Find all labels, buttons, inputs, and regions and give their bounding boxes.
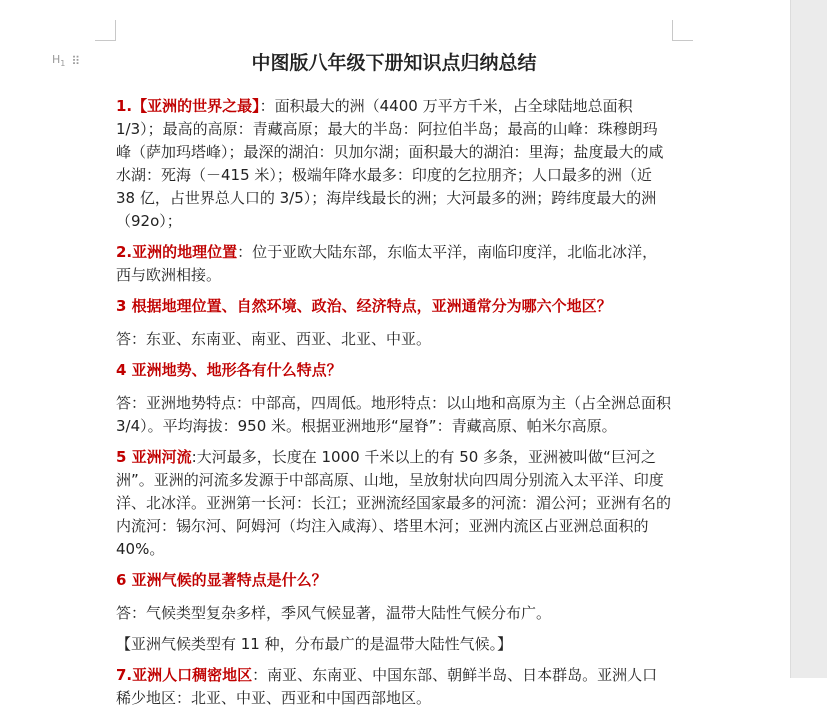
paragraph-7 [116, 664, 672, 710]
paragraph-5-text: :大河最多，长度在 1000 千米以上的有 50 多条，亚洲被叫做“巨河之洲”。亚洲的河流多发源于中部高原、山地，呈放射状向四周分别流入太平洋、印度洋、北冰洋。亚洲第一长河：长江；亚洲流经国家最多的河流：湄公河；亚洲有名的内流河：锡尔河、阿姆河（均注入咸海）、塔里木河；亚洲内流区占亚洲总面积的 40%。 [116, 448, 672, 558]
question-4: 4 亚洲地势、地形各有什么特点？ [116, 361, 342, 379]
paragraph-2-label: 2.亚洲的地理位置 [116, 243, 238, 261]
question-6: 6 亚洲气候的显著特点是什么？ [116, 571, 327, 589]
paragraph-2-text: ：位于亚欧大陆东部，东临太平洋，南临印度洋，北临北冰洋，西与欧洲相接。 [116, 243, 658, 284]
answer-6: 答：气候类型复杂多样，季风气候显著，温带大陆性气候分布广。 [116, 604, 552, 622]
drag-handle-icon[interactable]: ⠿ [71, 53, 80, 68]
page-margin-corner-left [95, 20, 116, 41]
paragraph-5 [116, 446, 672, 561]
paragraph-1-text: ：面积最大的洲（4400 万平方千米，占全球陆地总面积 1/3）；最高的高原：青藏高原；最大的半岛：阿拉伯半岛；最高的山峰：珠穆朗玛峰（萨加玛塔峰）；最深的湖泊：贝加尔湖；面积最大的湖泊：里海；盐度最大的咸水湖：死海（－415 米）；极端年降水最多：印度的乞拉朋齐；人口最多的洲（近 38 亿，占世界总人口的 3/5）；海岸线最长的洲；大河最多的洲；跨纬度最大的洲（92o）； [116, 97, 664, 230]
answer-4: 答：亚洲地势特点：中部高，四周低。地形特点：以山地和高原为主（占全洲总面积 3/4）。平均海拔：950 米。根据亚洲地形“屋脊”：青藏高原、帕米尔高原。 [116, 394, 672, 435]
paragraph-1 [116, 95, 672, 233]
paragraph-7-text: ：南亚、东南亚、中国东部、朝鲜半岛、日本群岛。亚洲人口稀少地区：北亚、中亚、西亚和中国西部地区。 [116, 666, 658, 707]
paragraph-2 [116, 241, 672, 287]
heading-level-icon[interactable]: $H_1$ [52, 53, 66, 69]
heading-tool[interactable] [52, 53, 79, 68]
document-body [116, 95, 672, 718]
document-title: 中图版八年级下册知识点归纳总结 [251, 52, 537, 74]
page-margin-corner-right [672, 20, 693, 41]
editor-side-gutter [790, 0, 827, 678]
answer-3: 答：东亚、东南亚、南亚、西亚、北亚、中亚。 [116, 330, 432, 348]
paragraph-1-label: 1.【亚洲的世界之最】 [116, 97, 260, 115]
answer-6-note: 【亚洲气候类型有 11 种，分布最广的是温带大陆性气候。】 [116, 635, 513, 653]
paragraph-5-label: 5 亚洲河流 [116, 448, 192, 466]
question-3: 3 根据地理位置、自然环境、政治、经济特点，亚洲通常分为哪六个地区？ [116, 297, 612, 315]
paragraph-7-label: 7.亚洲人口稠密地区 [116, 666, 253, 684]
